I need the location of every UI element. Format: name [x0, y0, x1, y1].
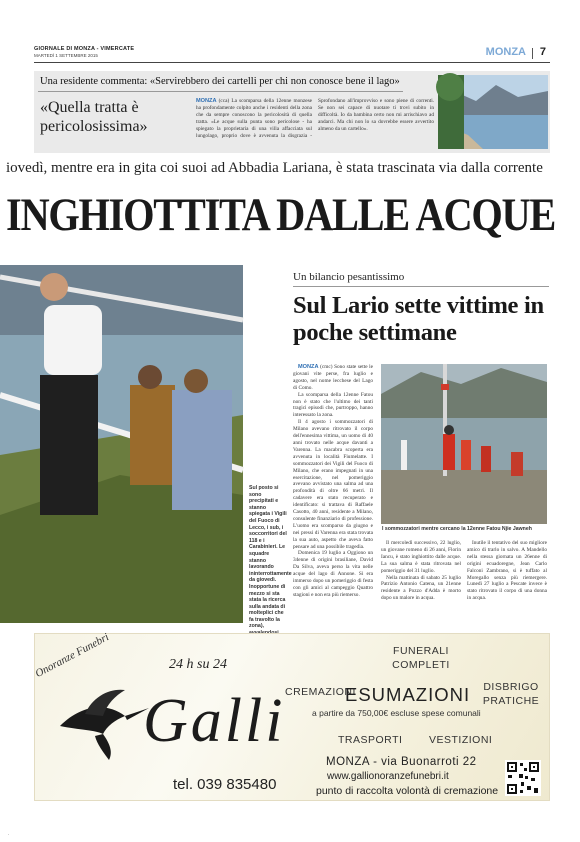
page-number: 7: [539, 46, 546, 58]
ad-service: CREMAZIONI: [285, 686, 356, 698]
ad-price-note: a partire da 750,00€ escluse spese comunali: [312, 708, 481, 718]
article-kicker: Un bilancio pesantissimo: [293, 271, 405, 283]
lake-photo: [438, 75, 548, 149]
divers-photo-caption: I sommozzatori mentre cercano la 12enne Fatou Njie Jawneh: [382, 526, 532, 532]
footer-mark: .: [8, 832, 10, 837]
ad-tagline: punto di raccolta volontà di cremazione: [316, 785, 499, 797]
ad-exhumations: ESUMAZIONI: [345, 684, 471, 705]
article-location-tag: MONZA: [298, 364, 319, 370]
article-paragraph: La scomparsa della 12enne Fatou non è stato che l'ultimo dei tanti tragici episodi che, purtroppo, hanno interessato la zona.: [293, 391, 373, 419]
masthead-rule: [34, 62, 550, 63]
article-paragraph: Inutile il tentativo del suo migliore amico di trarlo in salvo. A Mandello nella stessa giornata un 26enne di origini ecuadoregne, Jean Carlo Falconi Zambrano, si è tuffato al Moregallo senza più riemergere. Lunedì 27 luglio a Pescate invece è stato ritrovato il corpo di una donna in acqua.: [467, 540, 547, 602]
box-rule: [38, 91, 403, 92]
main-photo-caption: Sul posto si sono precipitati e stanno spiegata i Vigili del Fuoco di Lecco, i sub, i soccorritori del 118 e i Carabinieri. Le squadre stanno lavorando ininterrottamente da giovedì. Inopportune di mezzo si sta stata la ricerca sulla andata di molteplici che fa travolto la zona),: [249, 485, 292, 630]
box-body-text: (cca) La scomparsa della 12enne monzese ha profondamente colpito anche i residenti della zona che da sempre conoscono la pericolosità di quella tratta. «Le acque sulla punta sono pericolose - ha spiegato la proprietaria di una villa affacciata sul lungolago, proprio dove è avvenuta la disgrazia - Sprofondano all'improvviso e sono piene di correnti. Se non sei capace di nuotare ti trovi subito in difficoltà. Io da bambina certo non mi arrischiavo ad andarci. Ma chi non lo sa dovrebbe essere avvertito almeno da un cartello».: [196, 98, 434, 139]
ad-hours: 24 h su 24: [169, 657, 227, 672]
ad-company-name: Galli: [143, 687, 286, 755]
article-paragraph: MONZA (cmc) Sono state sette le giovani vite perse, fra luglio e agosto, nel nome lecchese del Lago di Como.: [293, 364, 373, 391]
box-location-tag: MONZA: [196, 98, 217, 104]
issue-date: MARTEDÌ 1 SETTEMBRE 2015: [34, 53, 98, 58]
ad-phone: tel. 039 835480: [173, 776, 277, 793]
masthead: [34, 46, 550, 64]
masthead-separator: [532, 48, 533, 59]
ad-service: VESTIZIONI: [429, 734, 493, 746]
qr-code-icon: [505, 760, 541, 796]
article-paragraph: Nella mattinata di sabato 25 luglio Patrizio Antonio Catena, un 21enne residente a Pozzo d'Adda è morto dopo un malore in acqua.: [381, 574, 461, 602]
main-photo: [0, 265, 243, 623]
box-body: [196, 98, 434, 139]
box-kicker: Una residente commenta: «Servirebbero dei cartelli per chi non conosce bene il lago»: [40, 76, 400, 87]
hummingbird-logo: [55, 686, 150, 761]
article-paragraph: Il mercoledì successivo, 22 luglio, un giovane romeno di 26 anni, Florin Iancu, è stato inghiottito dalle acque. La sua salma è stata ritrovata nel pomeriggio del 31 luglio.: [381, 540, 461, 574]
article-column-2: [381, 540, 461, 622]
ad-brand: Onoranze Funebri: [33, 631, 112, 680]
funeral-advertisement: [34, 633, 550, 801]
divers-photo: [381, 364, 547, 524]
article-paragraph: Il 4 agosto i sommozzatori di Milano avevano ritrovato il corpo dell'ennesima vittima, un uomo di 40 anni trovato nelle acque davanti a Varenna. La macabra scoperta era avvenuta in località Fiumelatte. I sommozzatori dei Vigili del Fuoco di Milano, che erano impegnati in una esercitazione, nel pomeriggio avevano avvistato una salma ad una profondità di oltre 66 metri. Il cadavere era stato recuperato e identificato: si trattava di Raffaele Casotto, 40 anni, residente a Milano, consulente finanziario di professione. L'uomo era scomparso da giugno e nei pressi di Varenna era stata trovata la sua auto, aspetto che aveva fatto pensare ad una possibile tragedia.: [293, 419, 373, 550]
main-headline: INGHIOTTITA DALLE ACQUE: [6, 189, 556, 241]
article-rule: [293, 286, 549, 287]
sidebar-box: [34, 71, 550, 153]
ad-service: DISBRIGO PRATICHE: [482, 681, 540, 707]
article-title: Sul Lario sette vittime in poche settimane: [293, 292, 544, 346]
ad-service: TRASPORTI: [338, 734, 403, 746]
box-quote: «Quella tratta è pericolosissima»: [40, 99, 148, 135]
paper-name: GIORNALE DI MONZA - VIMERCATE: [34, 46, 135, 52]
article-column-3: [467, 540, 547, 622]
ad-address: MONZA - via Buonarroti 22: [326, 756, 477, 768]
article-column-1: [293, 364, 373, 622]
section-name: MONZA: [485, 46, 526, 58]
strap-line: iovedì, mentre era in gita coi suoi ad Abbadia Lariana, è stata trascinata via dalla corrente: [6, 160, 543, 176]
article-paragraph: Domenica 19 luglio a Oggiono un 34enne di origini brasiliane, David Da Silva, aveva perso la vita nelle acque del lago di Annone. Si era immerso dopo un pomeriggio di festa con gli amici al campeggio Quattro stagioni e non era più riemerso.: [293, 550, 373, 598]
ad-website: www.gallionoranzefunebri.it: [327, 771, 449, 782]
ad-service: FUNERALI COMPLETI: [392, 645, 450, 671]
